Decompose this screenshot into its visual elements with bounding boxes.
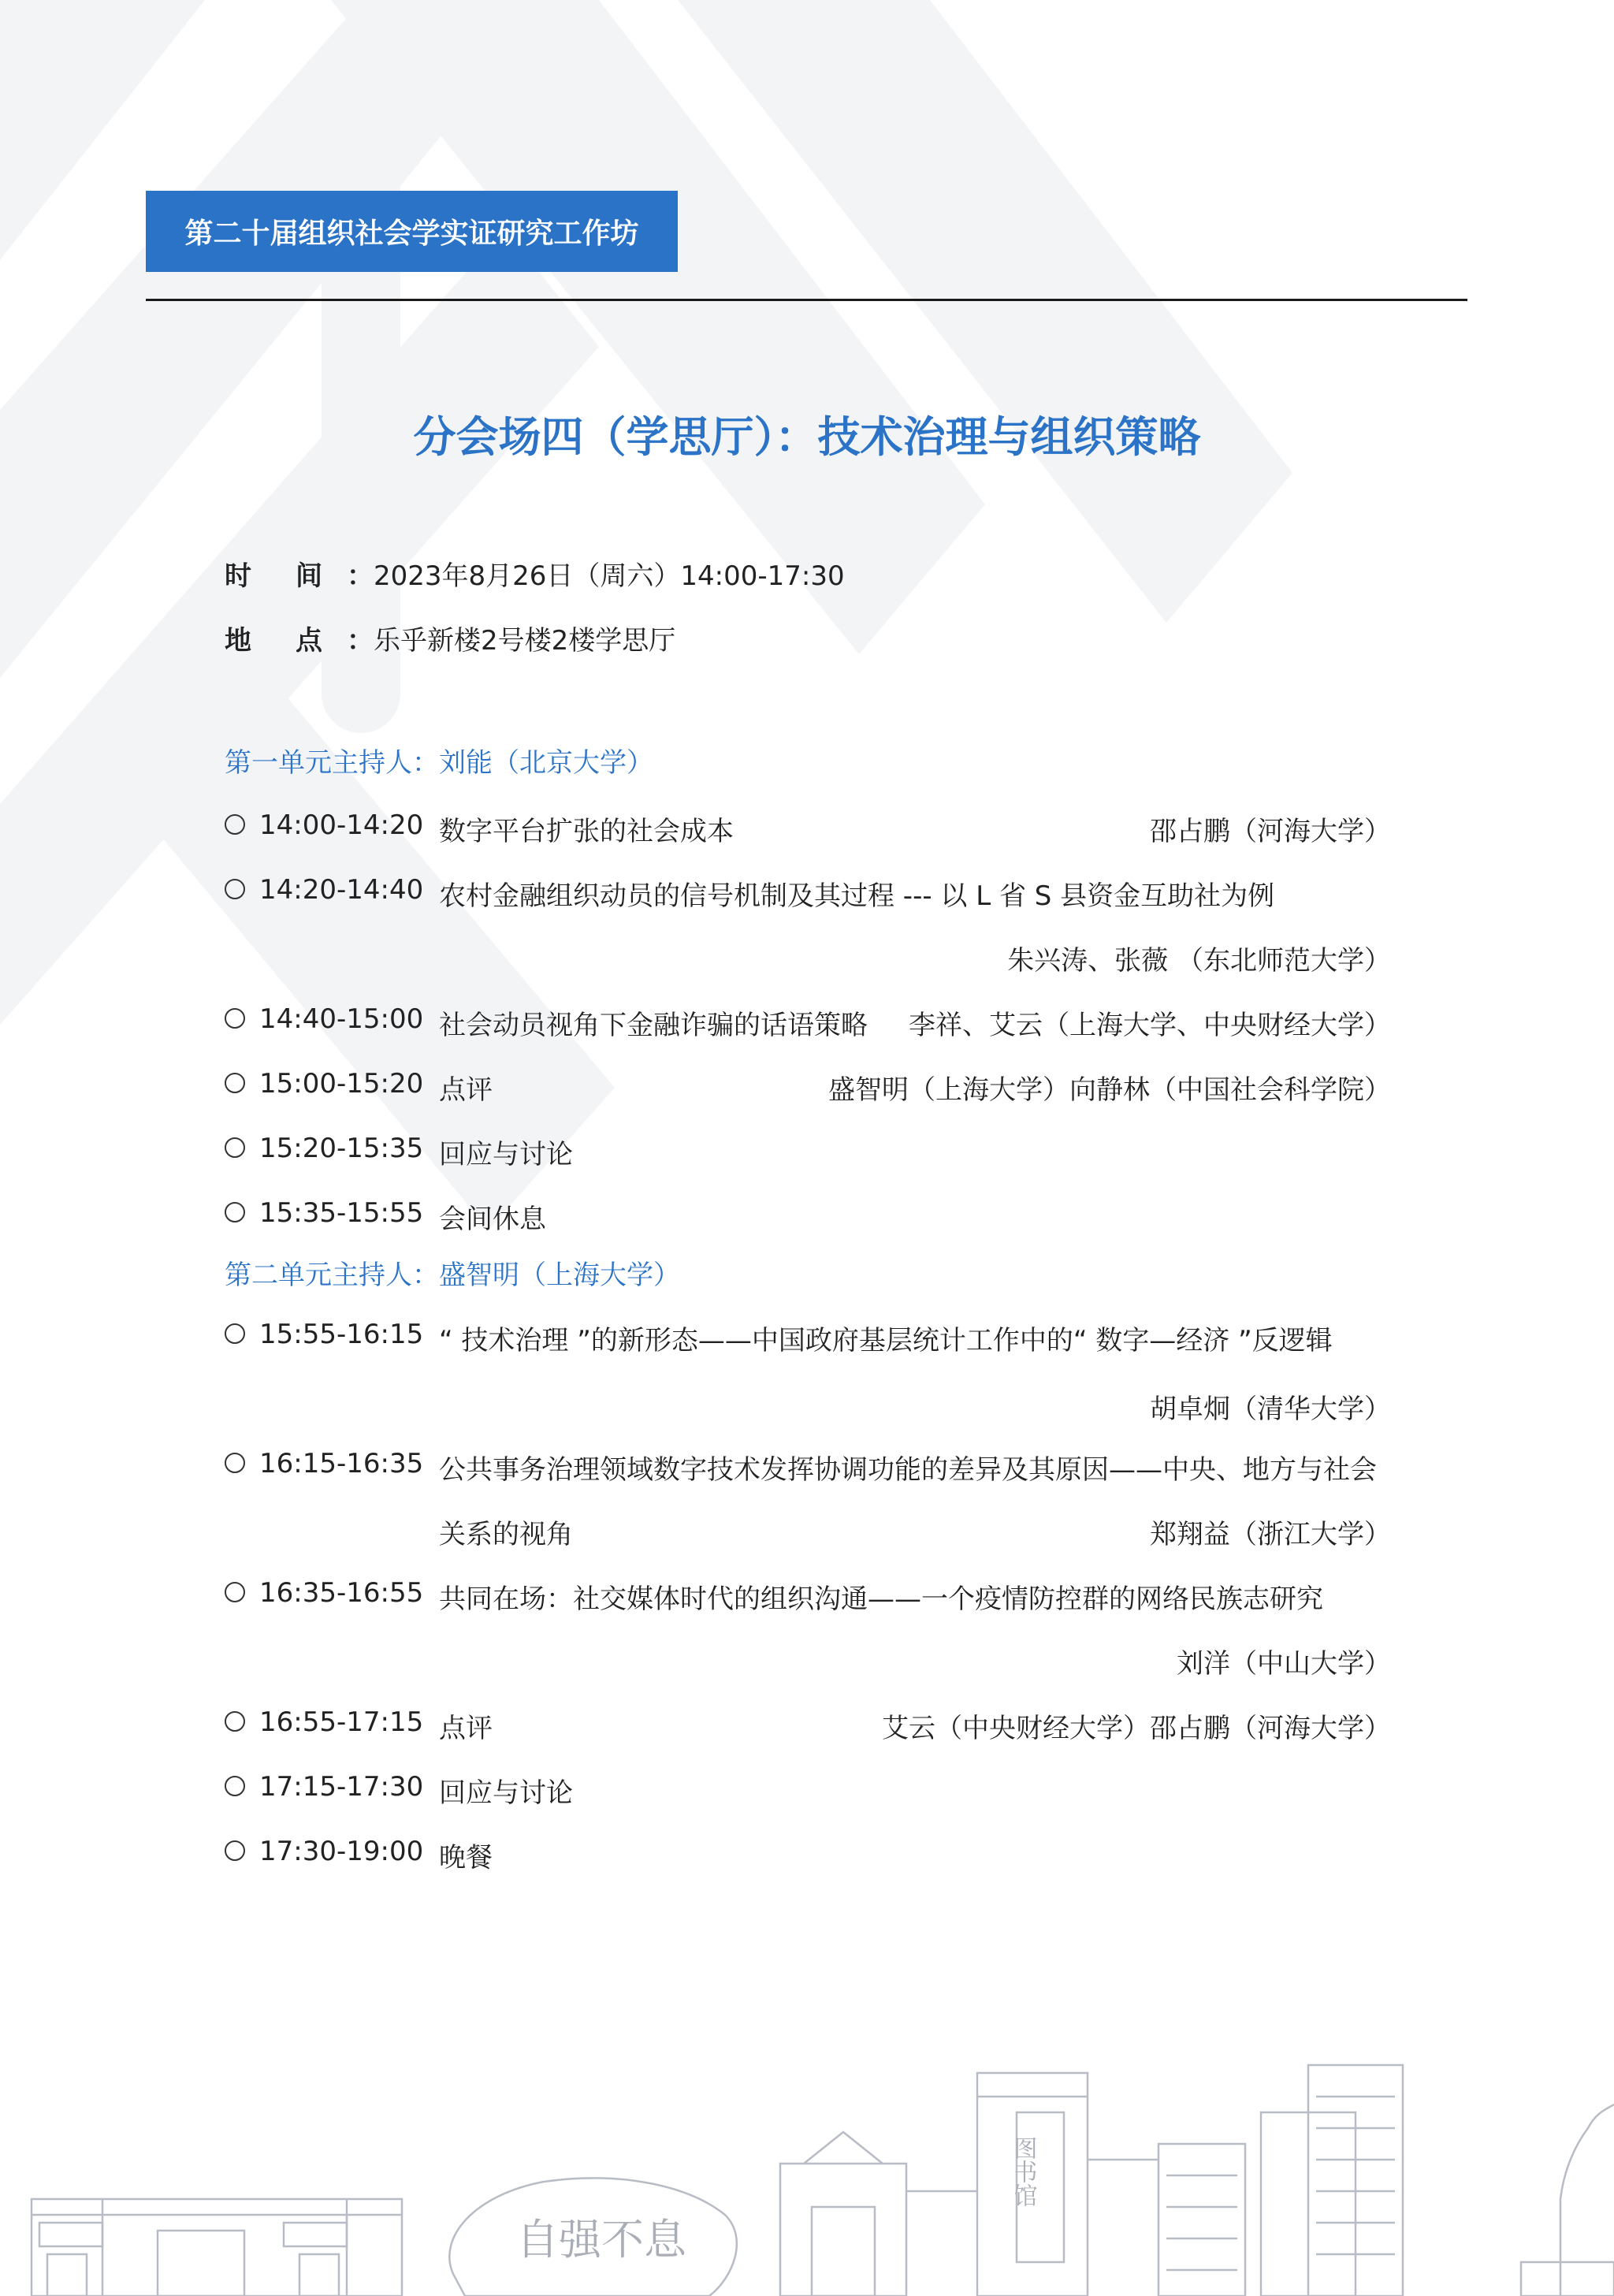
time-row: 时 间 ：2023年8月26日（周六）14:00-17:30 [225, 554, 845, 593]
schedule-item-continuation: 胡卓炯（清华大学） [1150, 1394, 1391, 1425]
schedule-item-continuation: 朱兴涛、张薇 （东北师范大学） [1007, 945, 1391, 977]
circle-bullet-icon [225, 879, 245, 899]
circle-bullet-icon [225, 1323, 245, 1344]
schedule-item: 15:35-15:55 会间休息 [225, 1197, 1391, 1235]
library-sign: 图书馆 [1009, 2136, 1037, 2207]
place-label: 地 点 [225, 625, 322, 657]
place-row: 地 点 ：乐乎新楼2号楼2楼学思厅 [225, 619, 675, 657]
campus-skyline-illustration [0, 2002, 1614, 2296]
circle-bullet-icon [225, 814, 245, 835]
circle-bullet-icon [225, 1202, 245, 1222]
place-value: 乐乎新楼2号楼2楼学思厅 [374, 625, 676, 657]
circle-bullet-icon [225, 1453, 245, 1473]
schedule-item: 17:30-19:00 晚餐 [225, 1836, 1391, 1874]
circle-bullet-icon [225, 1711, 245, 1732]
schedule-item-continuation: 关系的视角 郑翔益（浙江大学） [439, 1519, 1391, 1550]
schedule-item: 14:40-15:00 社会动员视角下金融诈骗的话语策略 李祥、艾云（上海大学、中央财经大学） [225, 1003, 1391, 1041]
schedule-item: 14:20-14:40 农村金融组织动员的信号机制及其过程 --- 以 L 省 S 县资金互助社为例 [225, 874, 1391, 912]
circle-bullet-icon [225, 1137, 245, 1158]
circle-bullet-icon [225, 1008, 245, 1029]
circle-bullet-icon [225, 1840, 245, 1861]
workshop-banner-text: 第二十届组织社会学实证研究工作坊 [184, 218, 639, 250]
rock-inscription: 自强不息 [516, 2215, 686, 2264]
time-value: 2023年8月26日（周六）14:00-17:30 [374, 560, 845, 592]
schedule-item: 15:55-16:15 “ 技术治理 ”的新形态——中国政府基层统计工作中的“ 数字—经济 ”反逻辑 [225, 1319, 1391, 1356]
schedule-item: 17:15-17:30 回应与讨论 [225, 1771, 1391, 1809]
schedule-item-continuation: 刘洋（中山大学） [1177, 1648, 1391, 1680]
schedule-item: 16:35-16:55 共同在场：社交媒体时代的组织沟通——一个疫情防控群的网络民族志研究 [225, 1577, 1391, 1615]
unit-1-host: 第一单元主持人：刘能（北京大学） [225, 747, 653, 779]
header-divider [146, 299, 1467, 301]
schedule-item: 15:00-15:20 点评 盛智明（上海大学）向静林（中国社会科学院） [225, 1068, 1391, 1106]
unit-2-host: 第二单元主持人：盛智明（上海大学） [225, 1260, 680, 1291]
schedule-item: 15:20-15:35 回应与讨论 [225, 1133, 1391, 1170]
circle-bullet-icon [225, 1073, 245, 1093]
schedule-item: 16:55-17:15 点评 艾云（中央财经大学）邵占鹏（河海大学） [225, 1706, 1391, 1744]
circle-bullet-icon [225, 1582, 245, 1602]
workshop-banner [146, 191, 678, 272]
schedule-item: 16:15-16:35 公共事务治理领域数字技术发挥协调功能的差异及其原因——中央、地方与社会 [225, 1448, 1391, 1486]
time-label: 时 间 [225, 560, 322, 592]
session-title: 分会场四（学思厅）：技术治理与组织策略 [413, 412, 1201, 462]
schedule-item: 14:00-14:20 数字平台扩张的社会成本 邵占鹏（河海大学） [225, 809, 1391, 847]
circle-bullet-icon [225, 1776, 245, 1796]
